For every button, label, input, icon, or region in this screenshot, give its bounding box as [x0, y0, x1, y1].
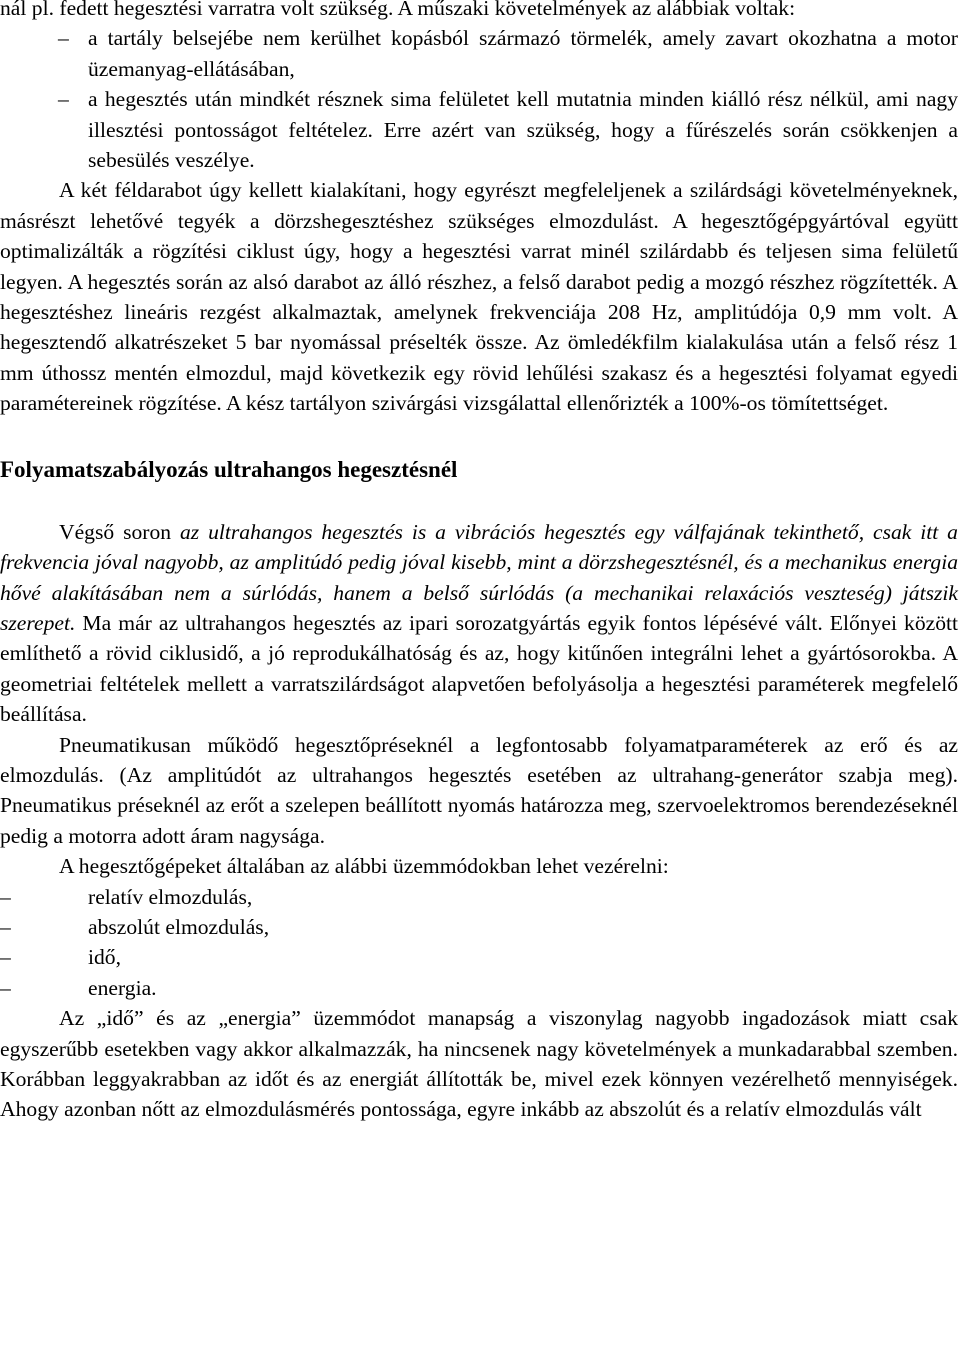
- list-item: [0, 973, 958, 1003]
- list-item: [0, 882, 958, 912]
- dash-bullet: –: [0, 975, 11, 1000]
- paragraph-lead: Végső soron: [59, 519, 180, 544]
- list-item: [0, 23, 958, 84]
- section-heading: Folyamatszabályozás ultrahangos hegesztésnél: [0, 456, 458, 482]
- body-paragraph: Az „idő” és az „energia” üzemmódot manapság a viszonylag nagyobb ingadozások miatt csak egyszerűbb esetekben vagy akkor alkalmazzák, ha nincsenek nagy követelmények a munkadarabbal szemben. Korábban leggyakrabban az időt és az energiát állították be, mivel ezek könnyen vezérelhető mennyiségek. Ahogy azonban nőtt az elmozdulásmérés pontossága, egyre inkább az abszolút és a relatív elmozdulás vált: [0, 1006, 958, 1122]
- list-item: [0, 912, 958, 942]
- italic-passage: az ultrahangos hegesztés is a vibrációs hegesztés egy válfajának tekinthető, csak itt a frekvencia jóval nagyobb, az amplitúdó pedig jóval kisebb, mint a dörzshegesztésnél, és a mechanikus energia hővé alakításában nem a súrlódás, hanem a belső súrlódás (a mechanikai relaxációs veszteség) játszik szerepet.: [0, 519, 958, 635]
- body-paragraph: A hegesztőgépeket általában az alábbi üzemmódokban lehet vezérelni:: [59, 854, 669, 879]
- body-paragraph: [0, 517, 958, 730]
- mode-text: abszolút elmozdulás,: [88, 914, 270, 939]
- dash-bullet: –: [58, 87, 69, 112]
- dash-bullet: –: [0, 914, 11, 939]
- list-item: [0, 942, 958, 972]
- requirements-list: [0, 23, 958, 175]
- mode-text: idő,: [88, 945, 121, 970]
- body-paragraph: Pneumatikusan működő hegesztőpréseknél a legfontosabb folyamatparaméterek az erő és az elmozdulás. (Az amplitúdót az ultrahangos hegesztés esetében az ultrahang-generátor szabja meg). Pneumatikus préseknél az erőt a szelepen beállított nyomás határozza meg, szervoelektromos berendezéseknél pedig a motorra adott áram nagysága.: [0, 732, 958, 848]
- requirement-text: a hegesztés után mindkét résznek sima felületet kell mutatnia minden kiálló rész nélkül, ami nagy illesztési pontosságot feltételez. Erre azért van szükség, hogy a fűrészelés során csökkenjen a sebesülés veszélye.: [88, 87, 958, 173]
- modes-list: [0, 882, 958, 1004]
- paragraph-rest: Ma már az ultrahangos hegesztés az ipari sorozatgyártás egyik fontos lépésévé vált. Előnyei között említhető a rövid ciklusidő, a jó reprodukálhatóság és az, hogy kitűnően integrálni lehet a gyártósorokba. A geometriai feltételek mellett a varratszilárdságot alapvetően befolyásolja a hegesztési paraméterek megfelelő beállítása.: [0, 610, 958, 727]
- mode-text: energia.: [88, 975, 157, 1000]
- section-heading-block: [0, 455, 958, 485]
- dash-bullet: –: [0, 945, 11, 970]
- requirement-text: a tartály belsejébe nem kerülhet kopásból származó törmelék, amely zavart okozhatna a motor üzemanyag-ellátásában,: [88, 26, 958, 81]
- dash-bullet: –: [58, 26, 69, 51]
- list-item: [0, 84, 958, 175]
- dash-bullet: –: [0, 884, 11, 909]
- intro-paragraph: nál pl. fedett hegesztési varratra volt szükség. A műszaki követelmények az alábbiak voltak:: [0, 0, 796, 20]
- body-paragraph: A két féldarabot úgy kellett kialakítani, hogy egyrészt megfeleljenek a szilárdsági követelményeknek, másrészt lehetővé tegyék a dörzshegesztéshez szükséges elmozdulást. A hegesztőgépgyártóval együtt optimalizálták a rögzítési ciklust úgy, hogy a hegesztési varrat minél szilárdabb és teljesen sima felületű legyen. A hegesztés során az alsó darabot az álló részhez, a felső darabot pedig a mozgó részhez rögzítették. A hegesztéshez lineáris rezgést alkalmaztak, amelynek frekvenciája 208 Hz, amplitúdója 0,9 mm volt. A hegesztendő alkatrészeket 5 bar nyomással préselték össze. Az ömledékfilm kialakulása után a felső rész 1 mm úthossz mentén elmozdul, majd következik egy rövid lehűlési szakasz és a hegesztési folyamat egyedi paramétereinek rögzítése. A kész tartályon szivárgási vizsgálattal ellenőrizték a 100%-os tömítettséget.: [0, 178, 958, 416]
- mode-text: relatív elmozdulás,: [88, 884, 253, 909]
